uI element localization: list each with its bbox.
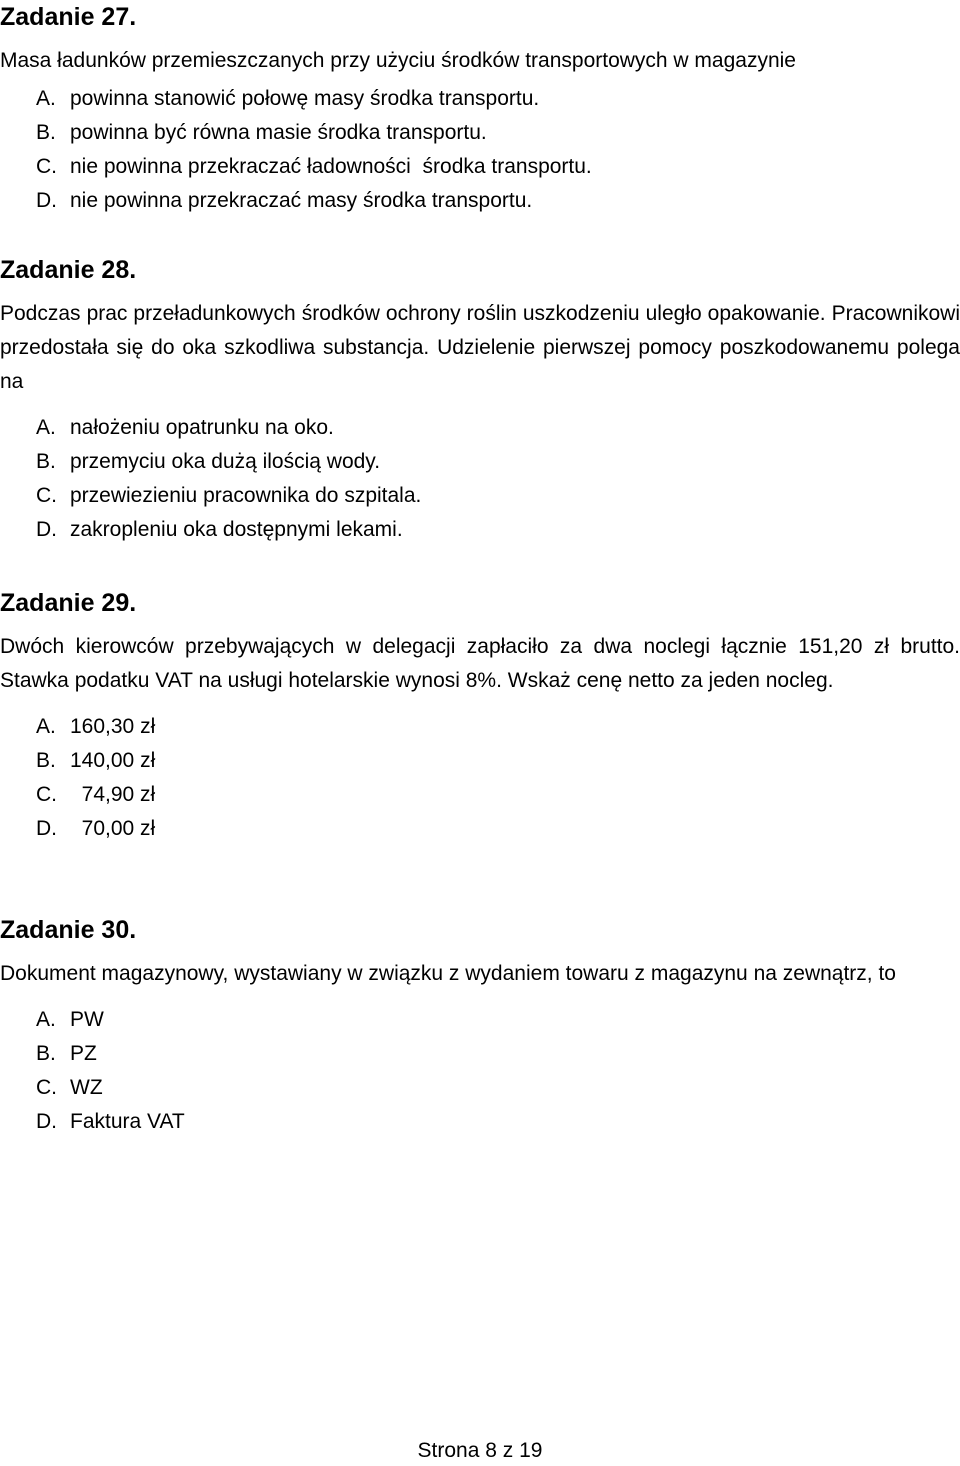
answer-option-d: D. 70,00 zł [36, 817, 156, 840]
answer-options [0, 411, 960, 547]
answer-option-c: C. przewiezieniu pracownika do szpitala. [36, 484, 422, 507]
task-title: Zadanie 28. [0, 256, 137, 284]
task-question: Podczas prac przeładunkowych środków ochrony roślin uszkodzeniu uległo opakowanie. Pracownikowi przedostała się do oka szkodliwa substancja. Udzielenie pierwszej pomocy poszkodowanemu polega na [0, 302, 960, 393]
answer-option-b: B. PZ [36, 1042, 97, 1065]
answer-options [0, 710, 960, 846]
answer-options [0, 82, 960, 218]
answer-option-b: B. przemyciu oka dużą ilością wody. [36, 450, 381, 473]
answer-option-c: C. 74,90 zł [36, 783, 156, 806]
task-29 [0, 588, 960, 846]
answer-option-d: D. Faktura VAT [36, 1110, 185, 1133]
task-title: Zadanie 27. [0, 3, 137, 31]
answer-options [0, 1003, 960, 1139]
answer-option-c: C. nie powinna przekraczać ładowności środka transportu. [36, 155, 592, 178]
task-27 [0, 2, 960, 218]
task-question: Dwóch kierowców przebywających w delegacji zapłaciło za dwa noclegi łącznie 151,20 zł brutto. Stawka podatku VAT na usługi hotelarskie wynosi 8%. Wskaż cenę netto za jeden nocleg. [0, 635, 960, 692]
answer-option-d: D. zakropleniu oka dostępnymi lekami. [36, 518, 403, 541]
task-30 [0, 915, 960, 1139]
task-question: Masa ładunków przemieszczanych przy użyciu środków transportowych w magazynie [0, 49, 796, 72]
answer-option-b: B. powinna być równa masie środka transportu. [36, 121, 487, 144]
task-question: Dokument magazynowy, wystawiany w związku z wydaniem towaru z magazynu na zewnątrz, to [0, 962, 896, 985]
answer-option-d: D. nie powinna przekraczać masy środka transportu. [36, 189, 533, 212]
answer-option-c: C. WZ [36, 1076, 103, 1099]
page-footer: Strona 8 z 19 [417, 1439, 543, 1462]
task-title: Zadanie 30. [0, 916, 137, 944]
answer-option-a: A. 160,30 zł [36, 715, 156, 738]
task-title: Zadanie 29. [0, 589, 137, 617]
answer-option-a: A. powinna stanowić połowę masy środka transportu. [36, 87, 540, 110]
answer-option-a: A. PW [36, 1008, 104, 1031]
answer-option-b: B. 140,00 zł [36, 749, 156, 772]
answer-option-a: A. nałożeniu opatrunku na oko. [36, 416, 334, 439]
task-28 [0, 255, 960, 547]
